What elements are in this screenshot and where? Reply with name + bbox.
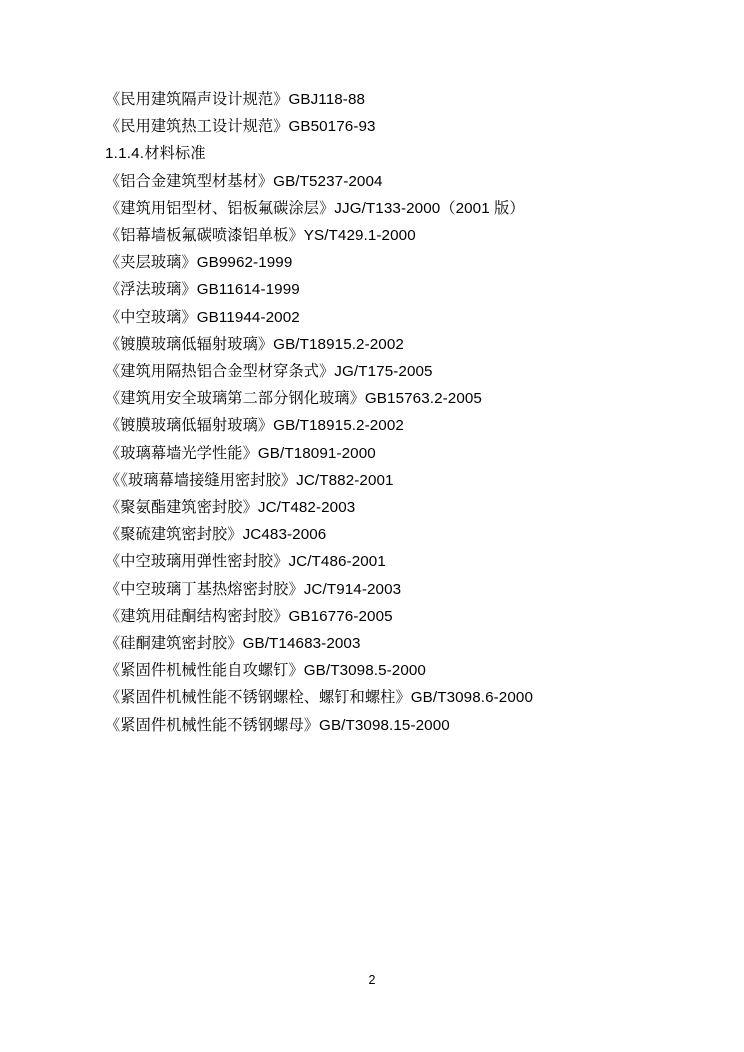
text-line: 《中空玻璃丁基热熔密封胶》JC/T914-2003: [105, 580, 402, 598]
text-line: 《民用建筑隔声设计规范》GBJ118-88: [105, 91, 366, 108]
text-line: 《建筑用硅酮结构密封胶》GB16776-2005: [105, 607, 393, 625]
text-line: 《铝合金建筑型材基材》GB/T5237-2004: [105, 172, 383, 190]
text-line: 《硅酮建筑密封胶》GB/T14683-2003: [105, 635, 361, 653]
text-line: 《中空玻璃》GB11944-2002: [105, 308, 300, 326]
text-line: 《聚氨酯建筑密封胶》JC/T482-2003: [105, 499, 356, 517]
text-line: 《中空玻璃用弹性密封胶》JC/T486-2001: [105, 553, 386, 571]
text-line: 《建筑用隔热铝合金型材穿条式》JG/T175-2005: [105, 363, 433, 381]
text-line: 《镀膜玻璃低辐射玻璃》GB/T18915.2-2002: [105, 417, 404, 435]
section-heading: 1.1.4.材料标准: [105, 145, 206, 163]
text-line: 《夹层玻璃》GB9962-1999: [105, 254, 293, 272]
page-number: 2: [368, 973, 376, 987]
text-line: 《铝幕墙板氟碳喷漆铝单板》YS/T429.1-2000: [105, 227, 416, 245]
text-line: 《建筑用安全玻璃第二部分钢化玻璃》GB15763.2-2005: [105, 390, 482, 408]
text-line: 《民用建筑热工设计规范》GB50176-93: [105, 118, 376, 136]
text-line: 《聚硫建筑密封胶》JC483-2006: [105, 526, 327, 544]
text-line: 《浮法玻璃》GB11614-1999: [105, 281, 300, 299]
text-line: 《紧固件机械性能不锈钢螺母》GB/T3098.15-2000: [105, 716, 450, 734]
text-line: 《紧固件机械性能不锈钢螺栓、螺钉和螺柱》GB/T3098.6-2000: [105, 689, 533, 707]
text-line: 《紧固件机械性能自攻螺钉》GB/T3098.5-2000: [105, 662, 426, 680]
text-line: 《镀膜玻璃低辐射玻璃》GB/T18915.2-2002: [105, 335, 404, 353]
text-line: 《玻璃幕墙光学性能》GB/T18091-2000: [105, 444, 376, 462]
text-line: 《建筑用铝型材、铝板氟碳涂层》JJG/T133-2000（2001 版）: [105, 199, 525, 217]
document-body: [105, 86, 672, 739]
text-line: 《《玻璃幕墙接缝用密封胶》JC/T882-2001: [105, 471, 394, 489]
